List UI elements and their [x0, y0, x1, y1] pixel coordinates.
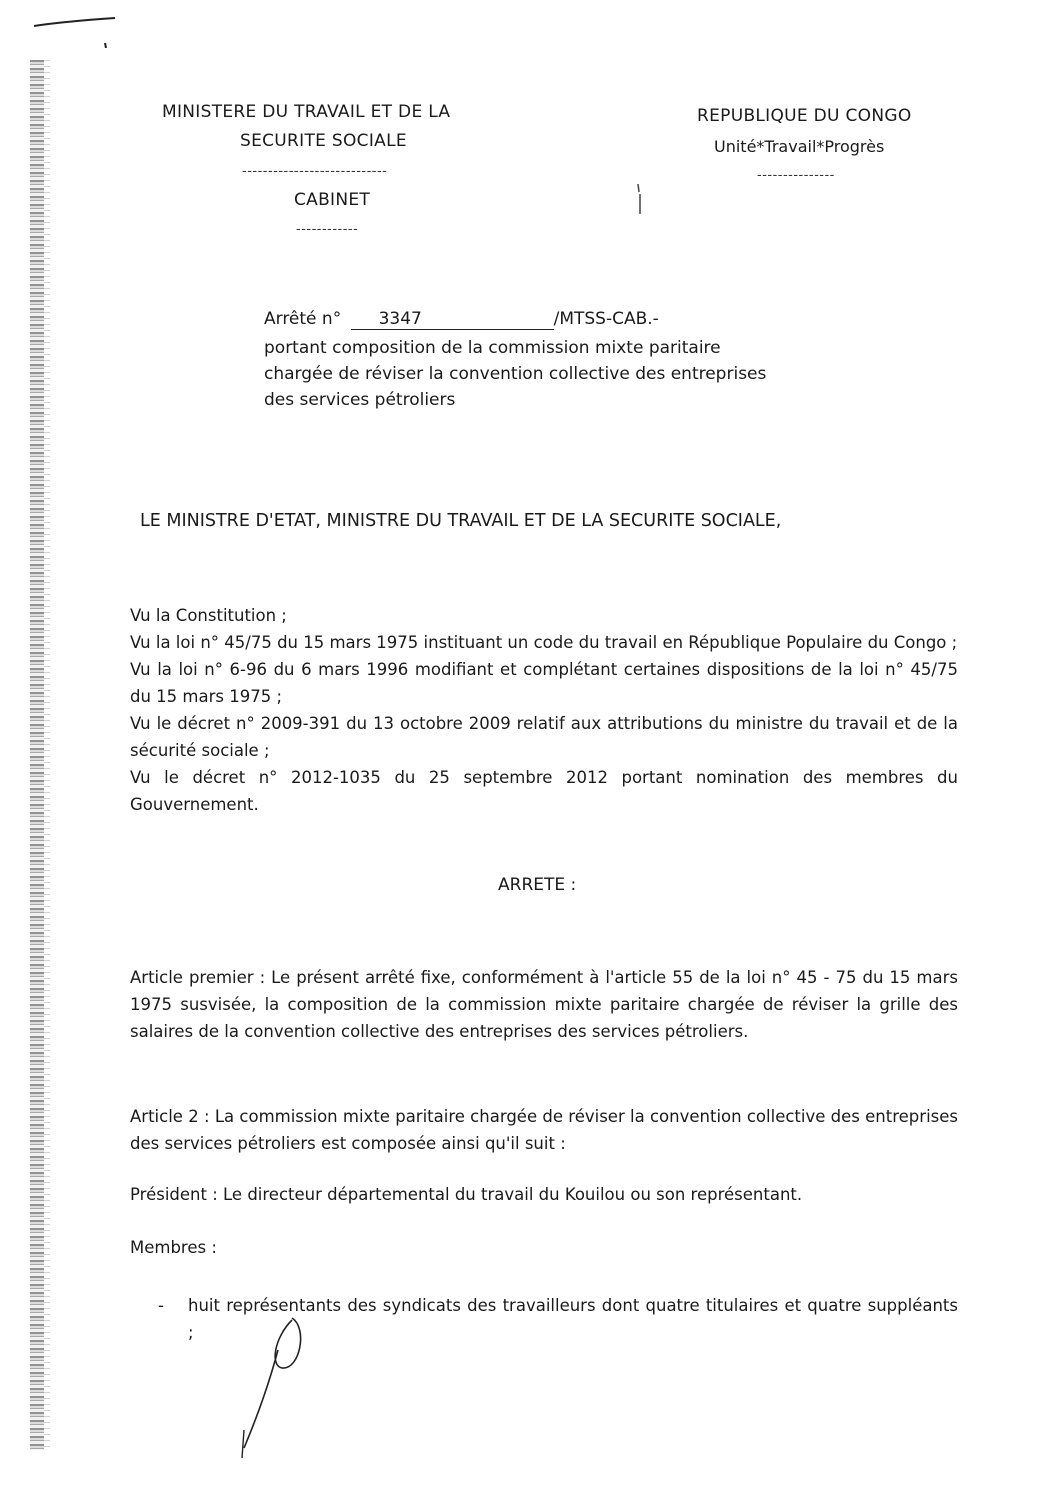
cabinet-label: CABINET: [294, 190, 371, 210]
authority-line: LE MINISTRE D'ETAT, MINISTRE DU TRAVAIL ET DE LA SECURITE SOCIALE,: [140, 511, 782, 531]
scan-edge-artifact: [30, 60, 44, 1450]
list-bullet: -: [158, 1296, 164, 1315]
decree-subject-line2: chargée de réviser la convention collective des entreprises: [264, 364, 767, 384]
ministry-name-line1: MINISTERE DU TRAVAIL ET DE LA: [162, 102, 451, 122]
republic-rule: ---------------: [757, 168, 835, 183]
handwritten-initial: [230, 1310, 320, 1460]
member-text: huit représentants des syndicats des travailleurs dont quatre titulaires et quatre suppléants ;: [188, 1296, 958, 1342]
cabinet-rule: ------------: [296, 222, 359, 237]
president-line: Président : Le directeur départemental du travail du Kouilou ou son représentant.: [130, 1185, 803, 1204]
republic-title: REPUBLIQUE DU CONGO: [697, 106, 912, 126]
decree-number: 3347: [351, 309, 554, 330]
recital-item: Vu la loi n° 6-96 du 6 mars 1996 modifiant et complétant certaines dispositions de la loi n° 45/75 du 15 mars 1975 ;: [130, 660, 958, 706]
members-label: Membres :: [130, 1238, 217, 1257]
decree-subject-line1: portant composition de la commission mixte paritaire: [264, 338, 721, 358]
decree-suffix: /MTSS-CAB.-: [553, 309, 659, 329]
article-1: Article premier : Le présent arrêté fixe, conformément à l'article 55 de la loi n° 45 - 75 du 15 mars 1975 susvisée, la composition de la commission mixte paritaire chargée de réviser la grille des salaires de la convention collective des entreprises des services pétroliers.: [130, 968, 958, 1041]
pen-stroke-mark: [30, 8, 120, 48]
article-2: Article 2 : La commission mixte paritaire chargée de réviser la convention collective des entreprises des services pétroliers est composée ainsi qu'il suit :: [130, 1107, 958, 1153]
recitals: [130, 602, 958, 818]
decree-subject-line3: des services pétroliers: [264, 390, 456, 410]
republic-motto: Unité*Travail*Progrès: [714, 137, 885, 156]
arrete-heading: ARRETE :: [498, 875, 577, 895]
ministry-name-line2: SECURITE SOCIALE: [240, 131, 407, 151]
recital-item: Vu la loi n° 45/75 du 15 mars 1975 instituant un code du travail en République Populaire du Congo ;: [130, 633, 958, 652]
recital-item: Vu la Constitution ;: [130, 606, 287, 625]
scan-mark: [630, 180, 650, 220]
header-left-rule: ----------------------------: [242, 164, 388, 179]
recital-item: Vu le décret n° 2009-391 du 13 octobre 2009 relatif aux attributions du ministre du travail et de la sécurité sociale ;: [130, 714, 958, 760]
scan-edge-artifact-light: [44, 60, 50, 1450]
decree-prefix: Arrêté n°: [264, 309, 342, 329]
recital-item: Vu le décret n° 2012-1035 du 25 septembre 2012 portant nomination des membres du Gouvernement.: [130, 768, 958, 814]
decree-number-line: [264, 309, 659, 330]
